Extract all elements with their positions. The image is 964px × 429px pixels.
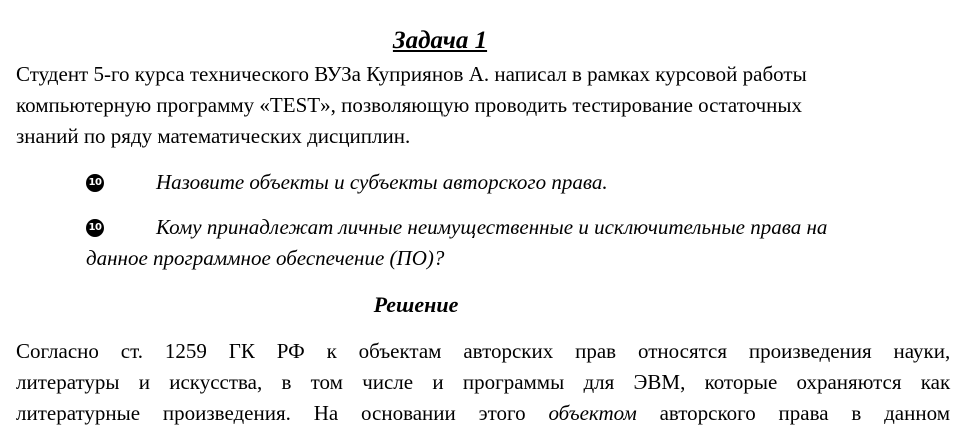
intro-line: компьютерную программу «TEST», позволяющую проводить тестирование остаточных <box>16 93 802 117</box>
question-item <box>86 212 952 274</box>
solution-line <box>16 398 950 429</box>
solution-line-end: авторского права в данном <box>659 401 950 425</box>
solution-line: литературы и искусства, в том числе и программы для ЭВМ, которые охраняются как <box>16 370 951 394</box>
solution-text <box>16 336 950 429</box>
number-ten-bullet-icon: 10 <box>86 174 104 192</box>
question-text-continuation: данное программное обеспечение (ПО)? <box>86 246 445 270</box>
number-ten-bullet-icon: 10 <box>86 219 104 237</box>
emphasized-term: объектом <box>548 401 637 425</box>
question-text: Кому принадлежат личные неимущественные и исключительные права на <box>156 215 828 239</box>
solution-line: Согласно ст. 1259 ГК РФ к объектам авторских прав относятся произведения науки, <box>16 339 951 363</box>
solution-heading: Решение <box>373 292 459 317</box>
intro-line: Студент 5-го курса технического ВУЗа Куприянов А. написал в рамках курсовой работы <box>16 62 807 86</box>
question-item <box>86 167 952 198</box>
solution-line-start: литературные произведения. На основании этого <box>16 401 526 425</box>
task-description <box>16 59 952 152</box>
question-text: Назовите объекты и субъекты авторского права. <box>156 170 608 194</box>
task-title: Задача 1 <box>392 27 488 54</box>
intro-line: знаний по ряду математических дисциплин. <box>16 124 411 148</box>
